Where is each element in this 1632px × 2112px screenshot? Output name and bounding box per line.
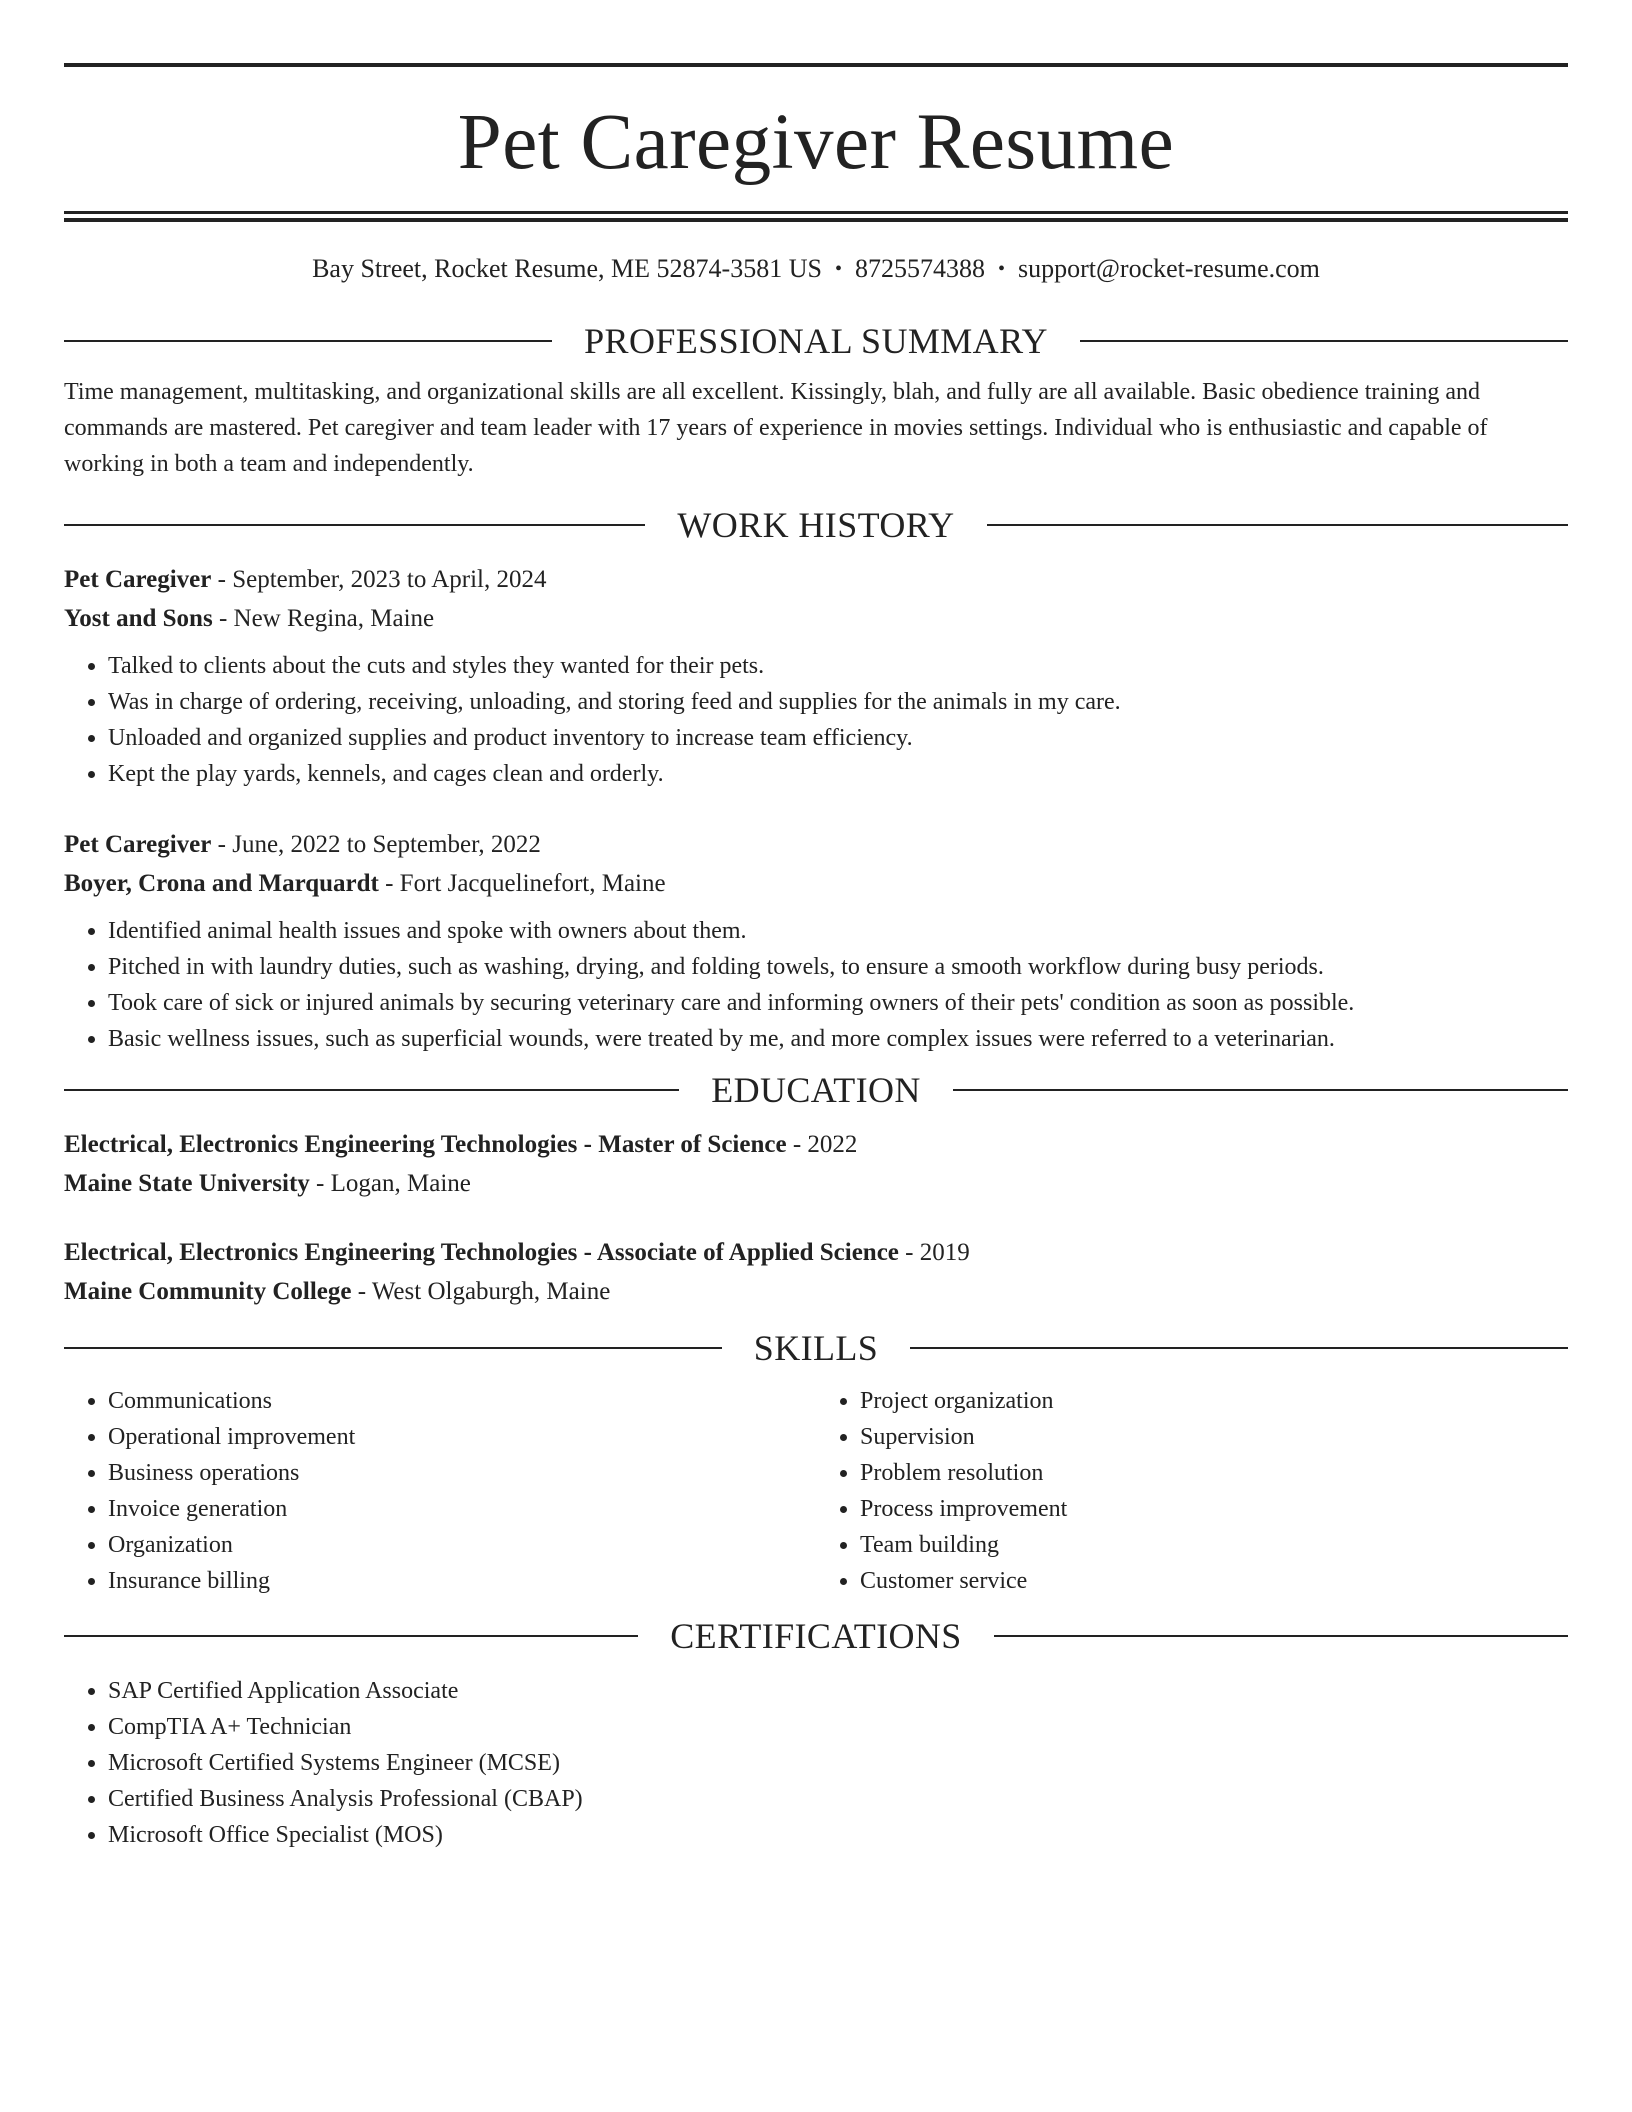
education-year: - 2022 xyxy=(786,1131,858,1158)
job-title-line xyxy=(64,560,1568,599)
section-header-education xyxy=(64,1067,1568,1113)
education-school: Maine State University xyxy=(64,1170,310,1197)
education-degree-line xyxy=(64,1233,1568,1272)
education-degree: Electrical, Electronics Engineering Technologies - Master of Science xyxy=(64,1131,787,1158)
education-degree: Electrical, Electronics Engineering Technologies - Associate of Applied Science xyxy=(64,1239,899,1266)
list-item: • Project organization xyxy=(860,1383,1568,1419)
section-rule xyxy=(910,1347,1568,1349)
list-item: • Unloaded and organized supplies and product inventory to increase team efficiency. xyxy=(108,720,1568,756)
list-item: • SAP Certified Application Associate xyxy=(108,1673,1568,1709)
section-rule xyxy=(953,1089,1568,1091)
list-item: • Talked to clients about the cuts and styles they wanted for their pets. xyxy=(108,648,1568,684)
list-item: • Organization xyxy=(108,1527,816,1563)
list-item: • Customer service xyxy=(860,1563,1568,1599)
job-company: Boyer, Crona and Marquardt xyxy=(64,870,379,897)
list-item: • Certified Business Analysis Professional (CBAP) xyxy=(108,1781,1568,1817)
education-degree-line xyxy=(64,1125,1568,1164)
contact-separator: • xyxy=(997,258,1005,280)
job-title: Pet Caregiver xyxy=(64,566,212,593)
list-item: • Communications xyxy=(108,1383,816,1419)
list-item: • Process improvement xyxy=(860,1491,1568,1527)
job-dates: - June, 2022 to September, 2022 xyxy=(211,831,541,858)
section-header-skills xyxy=(64,1325,1568,1371)
section-rule xyxy=(64,340,552,342)
skills-grid xyxy=(64,1383,1568,1599)
title-double-rule xyxy=(64,211,1568,222)
section-rule xyxy=(1080,340,1568,342)
education-school-line xyxy=(64,1272,1568,1311)
job-location: - New Regina, Maine xyxy=(212,605,435,632)
contact-address: Bay Street, Rocket Resume, ME 52874-3581 US xyxy=(312,254,822,283)
section-rule xyxy=(987,524,1568,526)
section-title: EDUCATION xyxy=(711,1070,921,1110)
job-company-line xyxy=(64,864,1568,903)
section-rule xyxy=(64,1635,638,1637)
list-item: • Operational improvement xyxy=(108,1419,816,1455)
contact-separator: • xyxy=(834,258,842,280)
summary-text: Time management, multitasking, and organizational skills are all excellent. Kissingly, blah, and fully are all available. Basic obedience training and commands are mastered. Pet caregiver and team leader with 17 years of experience in movies settings. Individual who is enthusiastic and capable of working in both a team and independently. xyxy=(64,379,1488,477)
job-location: - Fort Jacquelinefort, Maine xyxy=(378,870,666,897)
section-header-work-history xyxy=(64,502,1568,548)
list-item: • Took care of sick or injured animals by securing veterinary care and informing owners of their pets' condition as soon as possible. xyxy=(108,985,1568,1021)
job-company-line xyxy=(64,599,1568,638)
section-rule xyxy=(64,524,645,526)
job-entry xyxy=(64,560,1568,792)
section-rule xyxy=(64,1089,679,1091)
contact-line xyxy=(64,256,1568,282)
section-title: PROFESSIONAL SUMMARY xyxy=(584,321,1048,361)
contact-email: support@rocket-resume.com xyxy=(1017,254,1320,283)
list-item: • Identified animal health issues and spoke with owners about them. xyxy=(108,913,1568,949)
education-entry xyxy=(64,1125,1568,1203)
education-school-line xyxy=(64,1164,1568,1203)
list-item: • Kept the play yards, kennels, and cages clean and orderly. xyxy=(108,756,1568,792)
job-title: Pet Caregiver xyxy=(64,831,212,858)
education-location: - West Olgaburgh, Maine xyxy=(351,1278,611,1305)
job-entry xyxy=(64,825,1568,1057)
job-title-line xyxy=(64,825,1568,864)
section-rule xyxy=(64,1347,722,1349)
list-item: • Was in charge of ordering, receiving, unloading, and storing feed and supplies for the animals in my care. xyxy=(108,684,1568,720)
education-entry xyxy=(64,1233,1568,1311)
list-item: • Invoice generation xyxy=(108,1491,816,1527)
job-dates: - September, 2023 to April, 2024 xyxy=(211,566,547,593)
section-header-summary xyxy=(64,318,1568,364)
top-rule xyxy=(64,63,1568,67)
list-item: • Microsoft Office Specialist (MOS) xyxy=(108,1817,1568,1853)
list-item: • Pitched in with laundry duties, such as washing, drying, and folding towels, to ensure a smooth workflow during busy periods. xyxy=(108,949,1568,985)
list-item: • Insurance billing xyxy=(108,1563,816,1599)
education-school: Maine Community College xyxy=(64,1278,352,1305)
skills-column-left xyxy=(64,1383,816,1599)
list-item: • Supervision xyxy=(860,1419,1568,1455)
list-item: • Basic wellness issues, such as superficial wounds, were treated by me, and more complex issues were referred to a veterinarian. xyxy=(108,1021,1568,1057)
section-title: WORK HISTORY xyxy=(677,505,955,545)
education-year: - 2019 xyxy=(898,1239,970,1266)
section-title: CERTIFICATIONS xyxy=(670,1616,962,1656)
list-item: • Microsoft Certified Systems Engineer (MCSE) xyxy=(108,1745,1568,1781)
certifications-list xyxy=(64,1673,1568,1853)
job-bullets xyxy=(64,913,1568,1057)
skills-column-right xyxy=(816,1383,1568,1599)
section-rule xyxy=(994,1635,1568,1637)
section-header-certifications xyxy=(64,1613,1568,1659)
list-item: • CompTIA A+ Technician xyxy=(108,1709,1568,1745)
list-item: • Problem resolution xyxy=(860,1455,1568,1491)
resume-title: Pet Caregiver Resume xyxy=(457,99,1175,186)
job-bullets xyxy=(64,648,1568,792)
list-item: • Team building xyxy=(860,1527,1568,1563)
contact-phone: 8725574388 xyxy=(854,254,985,283)
education-location: - Logan, Maine xyxy=(309,1170,471,1197)
section-title: SKILLS xyxy=(753,1328,879,1368)
list-item: • Business operations xyxy=(108,1455,816,1491)
job-company: Yost and Sons xyxy=(64,605,213,632)
